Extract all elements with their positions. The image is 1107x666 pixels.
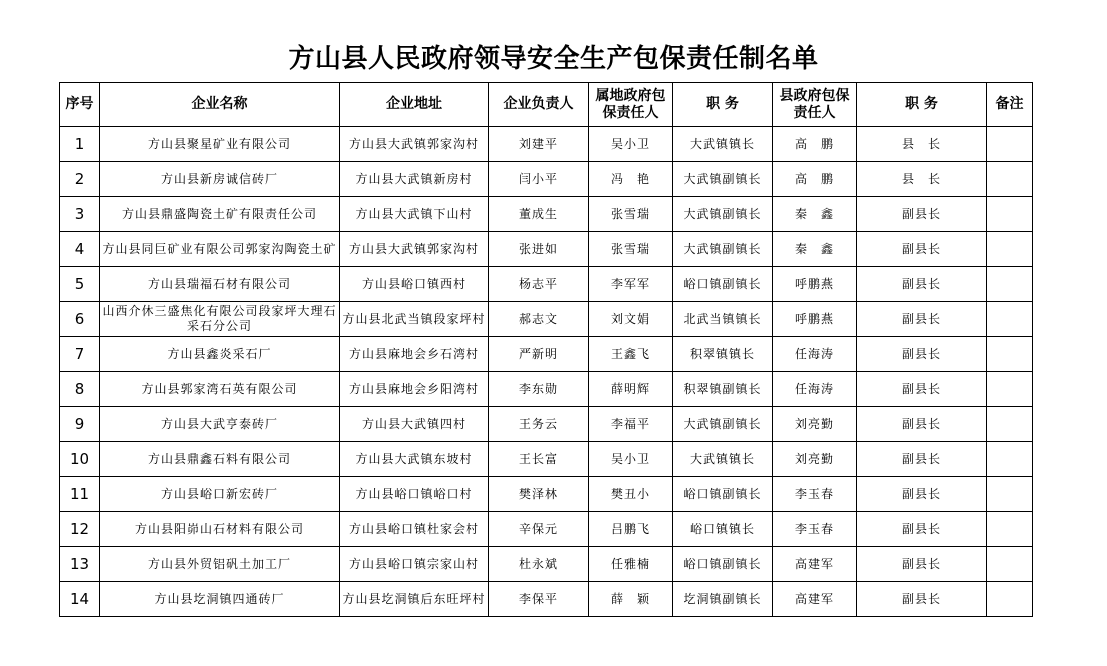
cell-company-name: 方山县同巨矿业有限公司郭家沟陶瓷土矿 [100,232,340,267]
cell-company-address: 方山县大武镇东坡村 [340,442,489,477]
cell-local-position: 大武镇镇长 [673,442,773,477]
cell-remark [987,197,1033,232]
cell-company-name: 方山县郭家湾石英有限公司 [100,372,340,407]
cell-company-name: 方山县峪口新宏砖厂 [100,477,340,512]
cell-county-position: 副县长 [857,197,987,232]
cell-company-name: 方山县圪洞镇四通砖厂 [100,582,340,617]
cell-company-address: 方山县大武镇郭家沟村 [340,127,489,162]
table-body [60,127,1033,617]
cell-serial-number: 14 [60,582,100,617]
cell-county-leader: 呼鹏燕 [773,302,857,337]
cell-county-leader: 刘亮勤 [773,407,857,442]
cell-company-name: 方山县大武亨泰砖厂 [100,407,340,442]
cell-company-name: 方山县外贸铝矾土加工厂 [100,547,340,582]
cell-remark [987,407,1033,442]
cell-serial-number: 12 [60,512,100,547]
cell-company-manager: 王务云 [489,407,589,442]
cell-local-leader: 吴小卫 [589,442,673,477]
cell-county-leader: 李玉春 [773,477,857,512]
cell-local-position: 大武镇副镇长 [673,407,773,442]
header-county-government-leader: 县政府包保责任人 [773,83,857,127]
cell-county-position: 副县长 [857,267,987,302]
cell-serial-number: 4 [60,232,100,267]
cell-county-position: 副县长 [857,407,987,442]
cell-local-position: 积翠镇副镇长 [673,372,773,407]
cell-remark [987,162,1033,197]
cell-county-leader: 呼鹏燕 [773,267,857,302]
cell-county-position: 副县长 [857,547,987,582]
cell-remark [987,442,1033,477]
cell-company-manager: 李东勋 [489,372,589,407]
cell-county-leader: 高建军 [773,582,857,617]
cell-local-leader: 薛明辉 [589,372,673,407]
cell-county-leader: 刘亮勤 [773,442,857,477]
cell-county-leader: 高建军 [773,547,857,582]
cell-company-name: 方山县新房诚信砖厂 [100,162,340,197]
table-row [60,582,1033,617]
cell-local-leader: 任雅楠 [589,547,673,582]
cell-company-manager: 严新明 [489,337,589,372]
cell-company-manager: 辛保元 [489,512,589,547]
cell-serial-number: 2 [60,162,100,197]
cell-company-manager: 张进如 [489,232,589,267]
cell-county-leader: 高 鹏 [773,127,857,162]
cell-company-name: 方山县鑫炎采石厂 [100,337,340,372]
table-row [60,477,1033,512]
cell-company-address: 方山县大武镇下山村 [340,197,489,232]
cell-county-leader: 高 鹏 [773,162,857,197]
cell-county-position: 副县长 [857,512,987,547]
page-title: 方山县人民政府领导安全生产包保责任制名单 [288,44,819,74]
cell-company-address: 方山县峪口镇杜家会村 [340,512,489,547]
cell-serial-number: 13 [60,547,100,582]
cell-county-position: 副县长 [857,372,987,407]
cell-company-manager: 刘建平 [489,127,589,162]
cell-company-manager: 杨志平 [489,267,589,302]
cell-remark [987,232,1033,267]
table-row [60,512,1033,547]
cell-county-position: 副县长 [857,477,987,512]
cell-remark [987,302,1033,337]
cell-local-leader: 吴小卫 [589,127,673,162]
cell-company-address: 方山县麻地会乡石湾村 [340,337,489,372]
cell-county-leader: 秦 鑫 [773,232,857,267]
cell-remark [987,582,1033,617]
cell-company-address: 方山县峪口镇峪口村 [340,477,489,512]
header-local-government-leader: 属地政府包保责任人 [589,83,673,127]
cell-remark [987,372,1033,407]
cell-serial-number: 6 [60,302,100,337]
cell-county-leader: 李玉春 [773,512,857,547]
cell-company-name: 方山县鼎鑫石料有限公司 [100,442,340,477]
cell-local-leader: 薛 颖 [589,582,673,617]
table-row [60,372,1033,407]
cell-local-position: 峪口镇副镇长 [673,547,773,582]
cell-remark [987,337,1033,372]
cell-county-position: 副县长 [857,337,987,372]
cell-county-position: 县 长 [857,162,987,197]
cell-company-manager: 郝志文 [489,302,589,337]
cell-local-leader: 樊丑小 [589,477,673,512]
table-row [60,267,1033,302]
cell-local-leader: 冯 艳 [589,162,673,197]
cell-local-leader: 刘文娟 [589,302,673,337]
cell-remark [987,477,1033,512]
cell-remark [987,127,1033,162]
cell-serial-number: 8 [60,372,100,407]
cell-remark [987,267,1033,302]
table-row [60,232,1033,267]
header-company-address: 企业地址 [340,83,489,127]
cell-company-manager: 董成生 [489,197,589,232]
cell-county-position: 副县长 [857,442,987,477]
cell-local-position: 积翠镇镇长 [673,337,773,372]
table-row [60,197,1033,232]
cell-company-address: 方山县北武当镇段家坪村 [340,302,489,337]
cell-county-position: 副县长 [857,232,987,267]
cell-company-name: 方山县鼎盛陶瓷土矿有限责任公司 [100,197,340,232]
cell-company-name: 方山县阳峁山石材料有限公司 [100,512,340,547]
cell-serial-number: 1 [60,127,100,162]
cell-local-position: 圪洞镇副镇长 [673,582,773,617]
cell-local-position: 大武镇副镇长 [673,162,773,197]
header-county-position: 职 务 [857,83,987,127]
cell-company-address: 方山县峪口镇宗家山村 [340,547,489,582]
table-header-row [60,83,1033,127]
header-company-manager: 企业负责人 [489,83,589,127]
cell-local-leader: 李福平 [589,407,673,442]
cell-local-position: 大武镇副镇长 [673,232,773,267]
cell-local-leader: 张雪瑞 [589,197,673,232]
cell-county-leader: 任海涛 [773,372,857,407]
cell-local-position: 北武当镇镇长 [673,302,773,337]
header-company-name: 企业名称 [100,83,340,127]
cell-local-position: 峪口镇副镇长 [673,267,773,302]
cell-serial-number: 9 [60,407,100,442]
cell-local-position: 峪口镇镇长 [673,512,773,547]
table-row [60,127,1033,162]
table-row [60,407,1033,442]
cell-company-name: 山西介休三盛焦化有限公司段家坪大理石采石分公司 [100,302,340,337]
table-row [60,162,1033,197]
cell-local-position: 大武镇镇长 [673,127,773,162]
cell-local-leader: 吕鹏飞 [589,512,673,547]
cell-company-address: 方山县圪洞镇后东旺坪村 [340,582,489,617]
cell-county-leader: 任海涛 [773,337,857,372]
cell-company-name: 方山县聚星矿业有限公司 [100,127,340,162]
cell-company-manager: 王长富 [489,442,589,477]
cell-county-leader: 秦 鑫 [773,197,857,232]
cell-company-address: 方山县峪口镇西村 [340,267,489,302]
cell-serial-number: 3 [60,197,100,232]
cell-company-manager: 闫小平 [489,162,589,197]
cell-county-position: 副县长 [857,302,987,337]
cell-serial-number: 10 [60,442,100,477]
cell-serial-number: 5 [60,267,100,302]
cell-company-address: 方山县麻地会乡阳湾村 [340,372,489,407]
cell-company-address: 方山县大武镇新房村 [340,162,489,197]
cell-local-leader: 李军军 [589,267,673,302]
table-row [60,302,1033,337]
cell-company-manager: 李保平 [489,582,589,617]
table-row [60,442,1033,477]
cell-county-position: 县 长 [857,127,987,162]
cell-remark [987,547,1033,582]
header-local-position: 职 务 [673,83,773,127]
cell-county-position: 副县长 [857,582,987,617]
cell-local-position: 峪口镇副镇长 [673,477,773,512]
cell-local-leader: 王鑫飞 [589,337,673,372]
header-remark: 备注 [987,83,1033,127]
cell-company-name: 方山县瑞福石材有限公司 [100,267,340,302]
cell-serial-number: 7 [60,337,100,372]
cell-company-manager: 樊泽林 [489,477,589,512]
responsibility-table [59,82,1033,617]
table-row [60,337,1033,372]
table-row [60,547,1033,582]
cell-company-address: 方山县大武镇郭家沟村 [340,232,489,267]
cell-company-address: 方山县大武镇四村 [340,407,489,442]
cell-local-leader: 张雪瑞 [589,232,673,267]
header-serial-number: 序号 [60,83,100,127]
cell-serial-number: 11 [60,477,100,512]
cell-remark [987,512,1033,547]
cell-company-manager: 杜永斌 [489,547,589,582]
cell-local-position: 大武镇副镇长 [673,197,773,232]
